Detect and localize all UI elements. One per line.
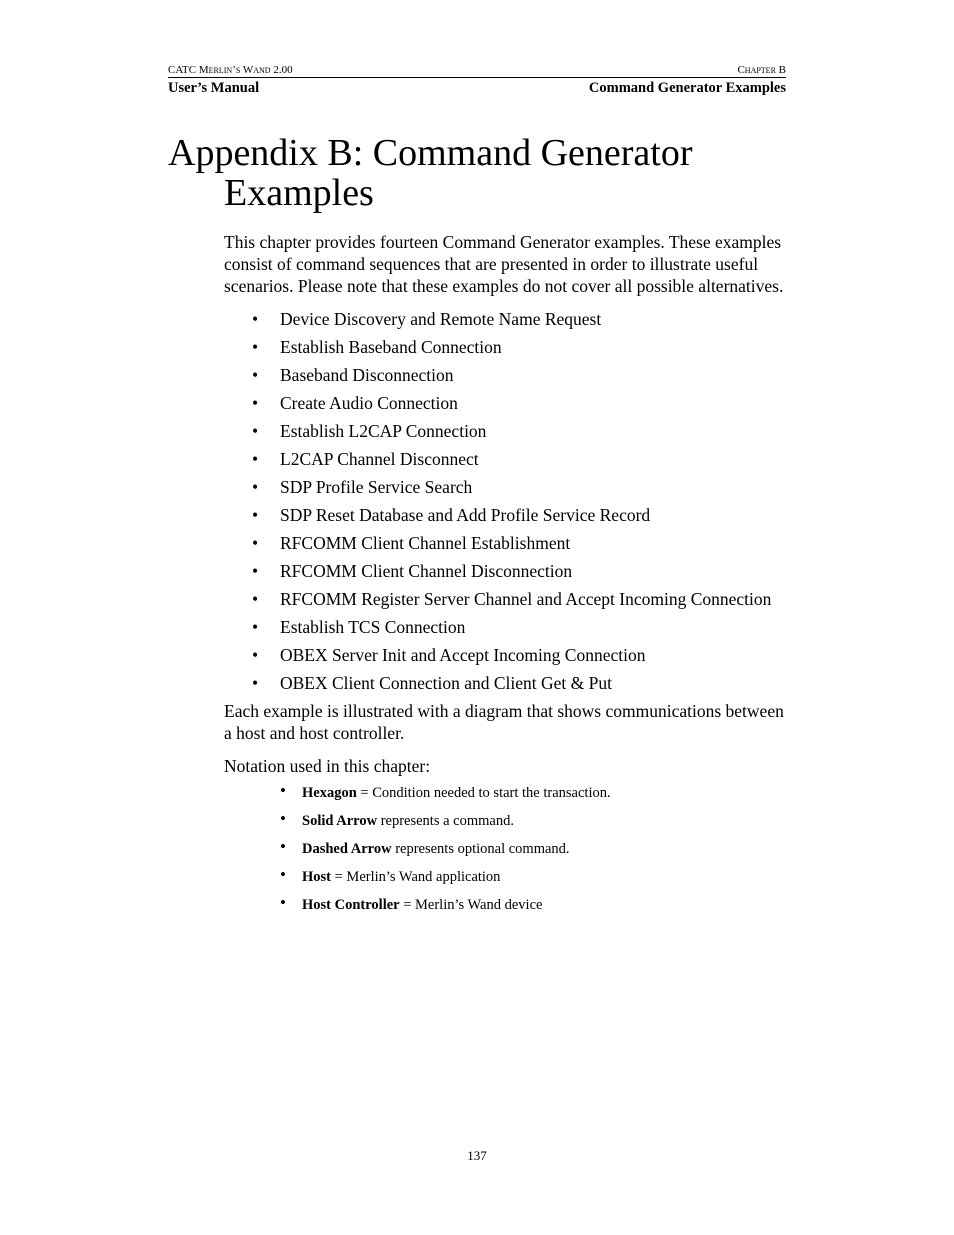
example-list-item [224,364,789,386]
header-chapter-title: Command Generator Examples [588,80,786,96]
bullet-icon: • [252,673,259,693]
example-list-item [224,420,789,442]
examples-list [224,308,789,694]
header-product-name: CATC Merlin’s Wand 2.00 [168,64,293,76]
notation-list-item [224,839,789,859]
example-label: OBEX Client Connection and Client Get & Put [280,673,612,693]
notation-list-item [224,867,789,887]
example-label: Establish TCS Connection [280,617,466,637]
notation-term: Solid Arrow [302,813,378,829]
example-list-item [224,616,789,638]
bullet-icon: • [252,561,259,581]
notation-term: Dashed Arrow [302,841,392,857]
intro-paragraph: This chapter provides fourteen Command Generator examples. These examples consist of command sequences that are presented in order to illustrate useful scenarios. Please note that these examples do not cover all possible alternatives. [224,232,784,296]
example-label: L2CAP Channel Disconnect [280,449,479,469]
example-list-item [224,476,789,498]
example-label: Establish L2CAP Connection [280,421,487,441]
notation-description: represents optional command. [391,841,570,857]
example-list-item [224,532,789,554]
notation-description: = Merlin’s Wand application [331,869,501,885]
bullet-icon: • [252,617,259,637]
header-manual-title: User’s Manual [168,80,260,96]
notation-list-item [224,811,789,831]
example-list-item [224,308,789,330]
bullet-icon: • [252,309,259,329]
notation-description: = Merlin’s Wand device [399,897,543,913]
notation-description: represents a command. [377,813,514,829]
page-title [168,133,808,213]
bullet-icon: • [252,533,259,553]
example-list-item [224,504,789,526]
example-label: SDP Reset Database and Add Profile Service Record [280,505,651,525]
bullet-icon: • [252,365,259,385]
example-label: Device Discovery and Remote Name Request [280,309,602,329]
example-list-item [224,560,789,582]
example-list-item [224,448,789,470]
diagram-note-paragraph: Each example is illustrated with a diagram that shows communications between a host and host controller. [224,701,784,743]
bullet-icon: • [280,837,286,856]
example-label: Create Audio Connection [280,393,458,413]
bullet-icon: • [280,865,286,884]
bullet-icon: • [252,337,259,357]
bullet-icon: • [252,589,259,609]
notation-term: Host Controller [302,897,400,913]
example-label: Baseband Disconnection [280,365,454,385]
bullet-icon: • [280,781,286,800]
example-list-item [224,644,789,666]
example-label: RFCOMM Client Channel Disconnection [280,561,573,581]
bullet-icon: • [252,477,259,497]
page-title-line-1: Appendix B: Command Generator [168,132,693,174]
running-header-top [168,63,786,78]
example-list-item [224,336,789,358]
notation-term: Host [302,869,331,885]
header-chapter-label: Chapter B [737,64,786,76]
example-label: Establish Baseband Connection [280,337,502,357]
page-number: 137 [467,1148,487,1163]
notation-list-item [224,783,789,803]
notation-heading: Notation used in this chapter: [224,756,431,776]
bullet-icon: • [252,393,259,413]
bullet-icon: • [252,449,259,469]
bullet-icon: • [280,809,286,828]
example-list-item [224,588,789,610]
bullet-icon: • [280,893,286,912]
running-header-bottom [168,79,786,97]
bullet-icon: • [252,505,259,525]
notation-list [224,783,789,915]
example-label: OBEX Server Init and Accept Incoming Connection [280,645,646,665]
example-list-item [224,672,789,694]
bullet-icon: • [252,645,259,665]
bullet-icon: • [252,421,259,441]
example-label: RFCOMM Client Channel Establishment [280,533,571,553]
example-label: SDP Profile Service Search [280,477,473,497]
example-list-item [224,392,789,414]
notation-description: = Condition needed to start the transaction. [356,785,611,801]
page-title-line-2: Examples [224,172,374,214]
example-label: RFCOMM Register Server Channel and Accept Incoming Connection [280,589,772,609]
notation-term: Hexagon [302,785,357,801]
main-content [224,231,789,923]
notation-list-item [224,895,789,915]
